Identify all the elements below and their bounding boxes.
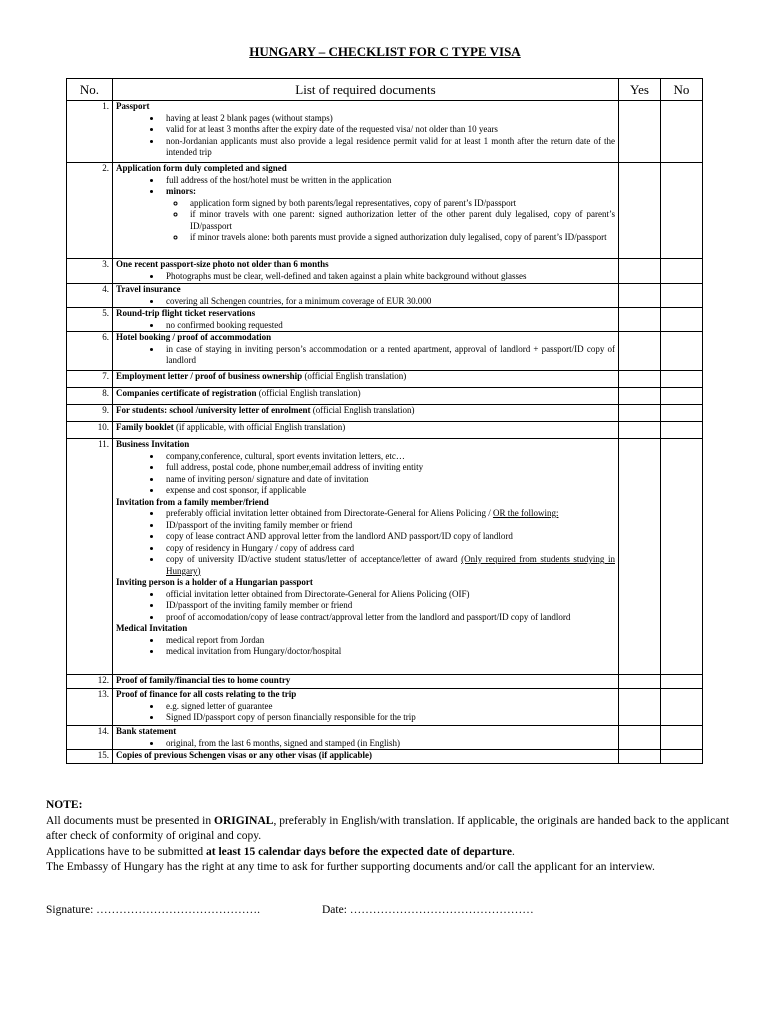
note-line [46,814,736,845]
list-item: • e.g. signed letter of guarantee [162,701,615,713]
yes-checkbox-cell[interactable] [619,284,661,308]
list-item-emphasis: (Only required from students studying in Hungary) [166,554,615,576]
yes-checkbox-cell[interactable] [619,439,661,675]
yes-checkbox-cell[interactable] [619,726,661,750]
row-number: 12. [67,675,113,689]
row-content [113,439,619,675]
list-item: • official invitation letter obtained from Directorate-General for Aliens Policing (OIF) [162,589,615,601]
page-title: HUNGARY – CHECKLIST FOR C TYPE VISA [249,44,521,59]
note-emphasis: ORIGINAL [214,814,274,827]
list-item: • medical report from Jordan [162,635,615,647]
note-heading: NOTE: [46,799,83,811]
no-checkbox-cell[interactable] [661,689,703,726]
row-content [113,371,619,388]
header-no: No. [67,79,113,101]
row-number: 6. [67,332,113,371]
item-note: (official English translation) [302,371,407,381]
row-content [113,163,619,259]
no-checkbox-cell[interactable] [661,101,703,163]
row-content [113,689,619,726]
list-item: • full address of the host/hotel must be written in the application [162,175,615,187]
table-row [67,332,703,371]
row-number: 5. [67,308,113,332]
row-content [113,750,619,764]
row-number: 8. [67,388,113,405]
row-number: 13. [67,689,113,726]
table-row [67,689,703,726]
no-checkbox-cell[interactable] [661,726,703,750]
table-row [67,371,703,388]
table-row [67,308,703,332]
no-checkbox-cell[interactable] [661,405,703,422]
note-text: Applications have to be submitted [46,845,207,858]
table-row [67,163,703,259]
no-checkbox-cell[interactable] [661,439,703,675]
row-content [113,259,619,284]
list-item: • non-Jordanian applicants must also provide a legal residence permit valid for at least 1 month after the return date of the intended trip [162,136,615,159]
bullet-list [116,738,615,750]
row-content [113,422,619,439]
table-row [67,405,703,422]
list-item-emphasis: OR the following: [492,508,559,518]
table-row [67,388,703,405]
list-item [162,508,615,520]
table-row [67,422,703,439]
yes-checkbox-cell[interactable] [619,405,661,422]
bullet-list [116,175,615,198]
bullet-list [116,344,615,367]
yes-checkbox-cell[interactable] [619,388,661,405]
row-content [113,284,619,308]
header-documents: List of required documents [113,79,619,101]
list-item-text: copy of university ID/active student status/letter of acceptance/letter of award [166,554,462,564]
list-item: • original, from the last 6 months, signed and stamped (in English) [162,738,615,750]
item-heading: Proof of finance for all costs relating to the trip [116,689,297,699]
row-number: 14. [67,726,113,750]
note-text: . [512,845,515,858]
list-item: • proof of accomodation/copy of lease contract/approval letter from the landlord and passport/ID copy of landlord [162,612,615,624]
list-item: • having at least 2 blank pages (without stamps) [162,113,615,125]
list-item: • covering all Schengen countries, for a minimum coverage of EUR 30.000 [162,296,615,308]
table-row [67,750,703,764]
item-heading: Application form duly completed and signed [116,163,287,173]
item-heading: Hotel booking / proof of accommodation [116,332,272,342]
no-checkbox-cell[interactable] [661,750,703,764]
item-heading: One recent passport-size photo not older than 6 months [116,259,329,269]
row-content [113,332,619,371]
item-heading: Passport [116,101,150,111]
list-item [162,554,615,577]
yes-checkbox-cell[interactable] [619,259,661,284]
no-checkbox-cell[interactable] [661,422,703,439]
bullet-list [116,451,615,497]
table-row [67,284,703,308]
item-note: (official English translation) [256,388,361,398]
header-no-answer: No [661,79,703,101]
note-line [46,845,736,861]
item-heading: Family booklet [116,422,174,432]
bullet-list [116,271,615,283]
list-item: • no confirmed booking requested [162,320,615,332]
item-heading: Business Invitation [116,439,190,449]
list-item: ◦ application form signed by both parents/legal representatives, copy of parent’s ID/passport [186,198,615,210]
bullet-list [116,508,615,577]
no-checkbox-cell[interactable] [661,371,703,388]
list-item: ◦ if minor travels with one parent: signed authorization letter of the other parent duly legalised, copy of parent’s ID/passport [186,209,615,232]
list-item: • ID/passport of the inviting family member or friend [162,520,615,532]
row-number: 7. [67,371,113,388]
row-content [113,388,619,405]
yes-checkbox-cell[interactable] [619,163,661,259]
row-content [113,308,619,332]
table-row [67,439,703,675]
list-item: • valid for at least 3 months after the expiry date of the requested visa/ not older than 10 years [162,124,615,136]
list-item: • copy of residency in Hungary / copy of address card [162,543,615,555]
list-item-text: preferably official invitation letter obtained from Directorate-General for Aliens Policing / [166,508,493,518]
list-item: ◦ if minor travels alone: both parents must provide a signed authorization duly legalised, copy of parent’s ID/passport [186,232,615,244]
row-number: 4. [67,284,113,308]
row-number: 10. [67,422,113,439]
row-content [113,101,619,163]
signature-field[interactable]: Signature: ……………………………………. [46,904,261,916]
item-heading: Inviting person is a holder of a Hungarian passport [116,577,313,587]
item-heading: Round-trip flight ticket reservations [116,308,256,318]
no-checkbox-cell[interactable] [661,163,703,259]
row-content [113,405,619,422]
row-number: 9. [67,405,113,422]
list-item: • ID/passport of the inviting family member or friend [162,600,615,612]
item-heading: Copies of previous Schengen visas or any other visas (if applicable) [116,750,373,760]
table-row [67,101,703,163]
bullet-list [116,589,615,624]
no-checkbox-cell[interactable] [661,388,703,405]
row-number: 3. [67,259,113,284]
yes-checkbox-cell[interactable] [619,101,661,163]
bullet-list [116,296,615,308]
item-heading: Travel insurance [116,284,181,294]
row-number: 11. [67,439,113,675]
yes-checkbox-cell[interactable] [619,332,661,371]
list-item: • full address, postal code, phone number,email address of inviting entity [162,462,615,474]
row-number: 2. [67,163,113,259]
list-item: • minors: [162,186,615,198]
list-item: • company,conference, cultural, sport events invitation letters, etc… [162,451,615,463]
no-checkbox-cell[interactable] [661,284,703,308]
yes-checkbox-cell[interactable] [619,750,661,764]
note-text: , preferably in English/with translation. If applicable, the originals are handed back to the applicant after check of conformity of original and copy. [46,814,730,842]
bullet-list [116,701,615,724]
yes-checkbox-cell[interactable] [619,308,661,332]
list-item: • name of inviting person/ signature and date of invitation [162,474,615,486]
yes-checkbox-cell[interactable] [619,689,661,726]
row-number: 15. [67,750,113,764]
note-emphasis: at least 15 calendar days before the expected date of departure [206,845,512,858]
item-heading: Bank statement [116,726,177,736]
item-heading: Companies certificate of registration [116,388,257,398]
item-note: (official English translation) [310,405,415,415]
sub-list [116,198,615,244]
bullet-list [116,113,615,159]
note-section [46,798,736,876]
note-line: The Embassy of Hungary has the right at any time to ask for further supporting documents and/or call the applicant for an interview. [46,861,655,873]
table-header-row [67,79,703,101]
checklist-table [66,78,703,764]
no-checkbox-cell[interactable] [661,332,703,371]
item-heading: Invitation from a family member/friend [116,496,269,507]
date-field[interactable]: Date: ………………………………………… [322,904,534,916]
item-heading: For students: school /university letter of enrolment [116,405,311,415]
bullet-list [116,635,615,658]
list-item: • copy of lease contract AND approval letter from the landlord AND passport/ID copy of landlord [162,531,615,543]
item-heading: Medical Invitation [116,623,188,633]
no-checkbox-cell[interactable] [661,675,703,689]
table-row [67,259,703,284]
table-row [67,675,703,689]
list-item: • medical invitation from Hungary/doctor/hospital [162,646,615,658]
no-checkbox-cell[interactable] [661,308,703,332]
list-item: • Signed ID/passport copy of person financially responsible for the trip [162,712,615,724]
row-number: 1. [67,101,113,163]
list-item: • expense and cost sponsor, if applicable [162,485,615,497]
item-heading: Proof of family/financial ties to home country [116,675,291,685]
item-note: (if applicable, with official English translation) [173,422,346,432]
list-item: • Photographs must be clear, well-defined and taken against a plain white background without glasses [162,271,615,283]
bullet-list [116,320,615,332]
yes-checkbox-cell[interactable] [619,422,661,439]
row-content [113,675,619,689]
no-checkbox-cell[interactable] [661,259,703,284]
row-content [113,726,619,750]
table-row [67,726,703,750]
yes-checkbox-cell[interactable] [619,675,661,689]
header-yes: Yes [619,79,661,101]
item-heading: Employment letter / proof of business ownership [116,371,303,381]
list-item: • in case of staying in inviting person’s accommodation or a rented apartment, approval of landlord + passport/ID copy of landlord [162,344,615,367]
yes-checkbox-cell[interactable] [619,371,661,388]
note-text: All documents must be presented in [46,814,214,827]
